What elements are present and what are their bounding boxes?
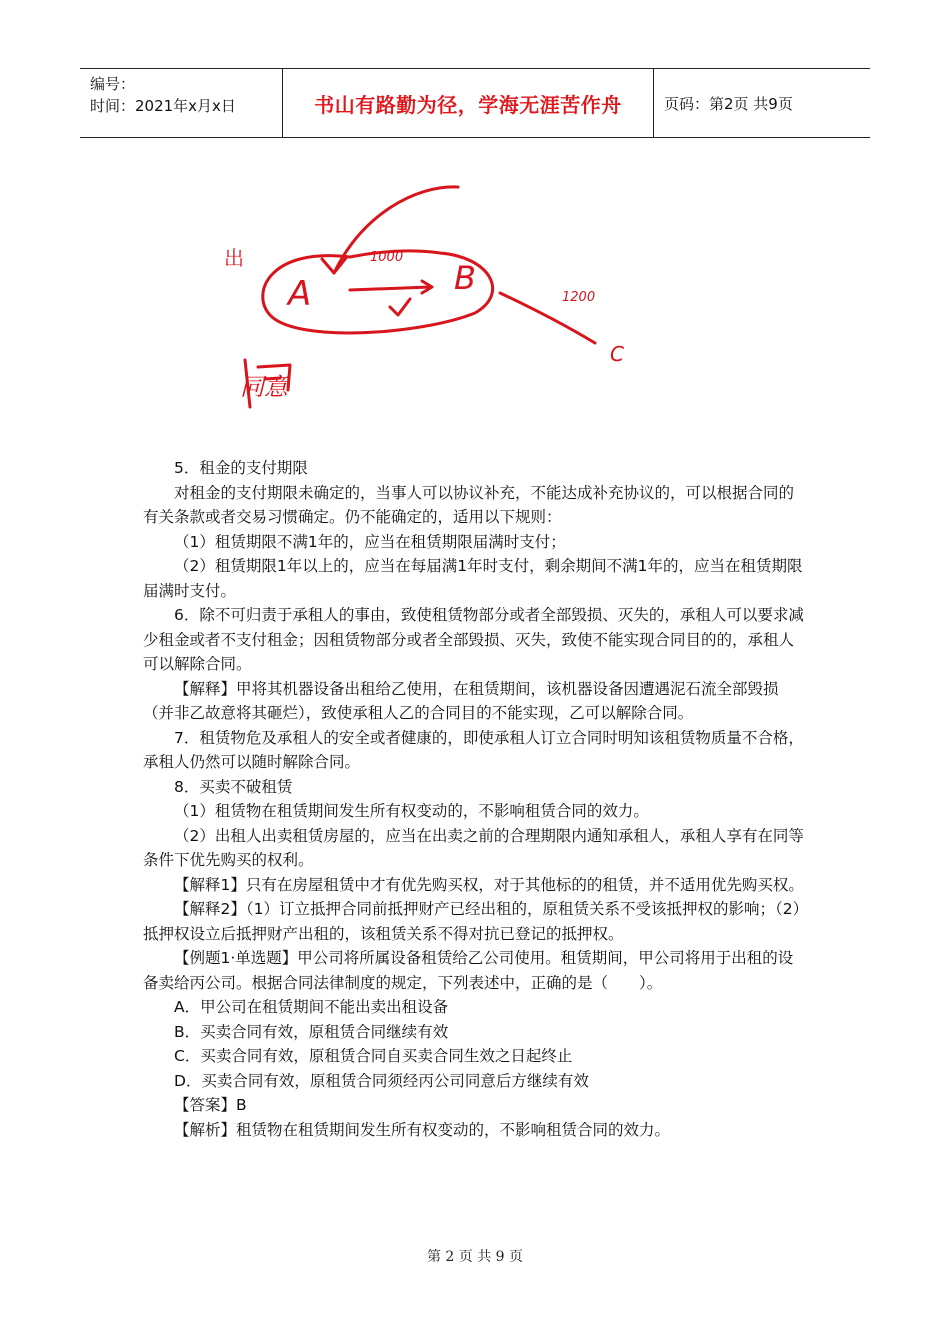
page-label: 页码：第2页 共9页 [664,94,793,113]
paragraph: 【解释】甲将其机器设备出租给乙使用，在租赁期间，该机器设备因遭遇泥石流全部毁损（并非乙故意将其砸烂），致使承租人乙的合同目的不能实现，乙可以解除合同。 [143,679,779,722]
header-table [80,68,870,138]
label-1200: 1200 [562,290,596,305]
option-d: D．买卖合同有效，原租赁合同须经丙公司同意后方继续有效 [174,1071,589,1090]
paragraph: 6．除不可归责于承租人的事由，致使租赁物部分或者全部毁损、灭失的，承租人可以要求减少租金或者不支付租金；因租赁物部分或者全部毁损、灭失，致使不能实现合同目的的，承租人可以解除合同。 [143,606,804,673]
curved-arrow-head [322,258,346,273]
paragraph: 【解释1】只有在房屋租赁中才有优先购买权，对于其他标的的租赁，并不适用优先购买权。 [174,875,804,894]
straight-arrow [350,287,430,290]
paragraph: （2）租赁期限1年以上的，应当在每届满1年时支付，剩余期间不满1年的，应当在租赁期限届满时支付。 [143,557,803,600]
paragraph: （1）租赁期限不满1年的，应当在租赁期限届满时支付； [174,532,566,551]
paragraph: （2）出租人出卖租赁房屋的，应当在出卖之前的合理期限内通知承租人，承租人享有在同等条件下优先购买的权利。 [143,826,804,869]
analysis: 【解析】租赁物在租赁期间发生所有权变动的，不影响租赁合同的效力。 [174,1120,671,1139]
checkmark [390,299,410,315]
paragraph: （1）租赁物在租赁期间发生所有权变动的，不影响租赁合同的效力。 [174,802,649,820]
option-c: C．买卖合同有效，原租赁合同自买卖合同生效之日起终止 [174,1047,573,1065]
label-b: B [454,259,476,297]
option-a: A．甲公司在租赁期间不能出卖出租设备 [174,998,449,1016]
answer: 【答案】B [174,1096,247,1114]
option-b: B．买卖合同有效，原租赁合同继续有效 [174,1022,449,1041]
paragraph: 5．租金的支付期限 [174,459,308,477]
label-1000: 1000 [370,250,404,265]
motto-text: 书山有路勤为径，学海无涯苦作舟 [314,92,622,117]
page-label-cell [654,69,870,137]
label-c: C [610,342,624,366]
header-left-cell [80,69,282,137]
paragraph: 【解释2】（1）订立抵押合同前抵押财产已经出租的，原租赁关系不受该抵押权的影响；（2）抵押权设立后抵押财产出租的，该租赁关系不得对抗已登记的抵押权。 [143,900,801,943]
paragraph: 7．租赁物危及承租人的安全或者健康的，即使承租人订立合同时明知该租赁物质量不合格，承租人仍然可以随时解除合同。 [143,728,804,771]
handwritten-sketch [210,175,650,415]
label-out: 出 [224,246,244,270]
label-consent: 同意 [240,373,288,401]
paragraph: 对租金的支付期限未确定的，当事人可以协议补充，不能达成补充协议的，可以根据合同的有关条款或者交易习惯确定。仍不能确定的，适用以下规则： [143,483,795,526]
paragraph: 8．买卖不破租赁 [174,777,293,796]
document-body [143,456,807,1142]
motto-cell [282,69,654,137]
page-footer: 第 2 页 共 9 页 [426,1249,524,1265]
time-label: 时间：2021年x月x日 [90,97,236,115]
number-label: 编号： [90,75,136,93]
label-a: A [288,274,312,314]
paragraph: 【例题1·单选题】甲公司将所属设备租赁给乙公司使用。租赁期间，甲公司将用于出租的设备卖给丙公司。根据合同法律制度的规定，下列表述中，正确的是（ ）。 [143,949,794,992]
